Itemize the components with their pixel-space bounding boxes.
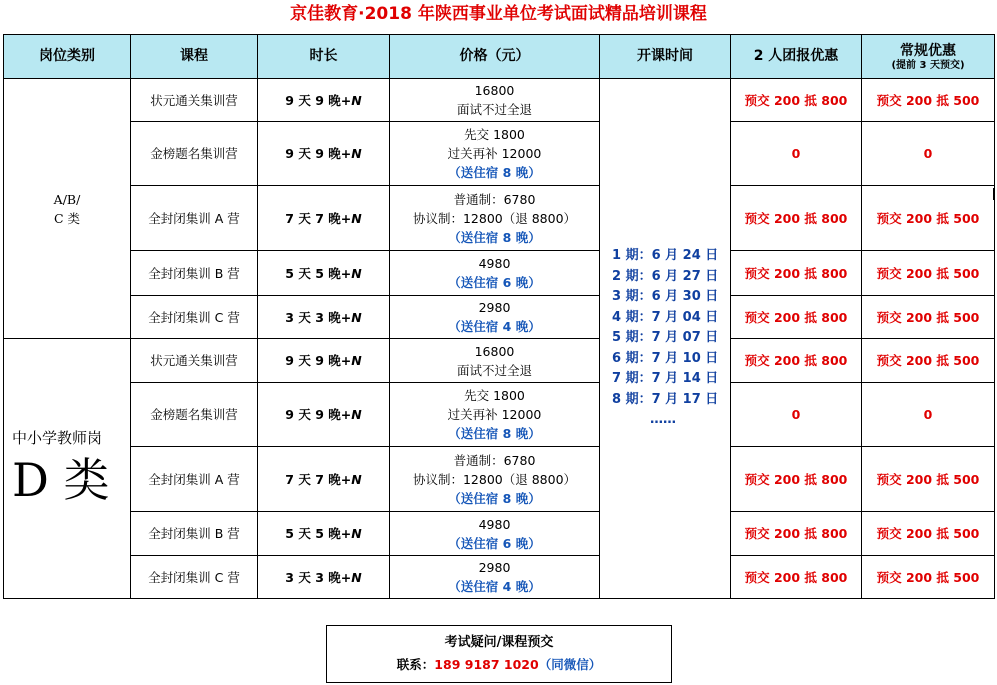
start-date-item: 2 期：6 月 27 日: [612, 268, 719, 284]
duration-cell: [258, 186, 390, 251]
price-cell: [390, 251, 600, 296]
price-bonus: （送住宿 6 晚）: [448, 275, 541, 290]
header-price: 价格（元）: [390, 35, 600, 79]
duration-n: N: [351, 526, 362, 541]
price-bonus: （送住宿 4 晚）: [448, 579, 541, 594]
price-line: 先交 1800: [464, 127, 525, 142]
header-start: 开课时间: [600, 35, 731, 79]
price-cell: [390, 79, 600, 122]
duration-n: N: [351, 210, 362, 226]
category-d-label: 中小学教师岗: [12, 428, 103, 447]
table-row: [4, 447, 995, 512]
price-line: 协议制：12800（退 8800）: [412, 210, 577, 226]
regular-discount-cell: 预交 200 抵 500: [862, 556, 995, 599]
course-cell: 全封闭集训 B 营: [131, 251, 258, 296]
group-discount-cell: 预交 200 抵 800: [731, 556, 862, 599]
price-cell: [390, 447, 600, 512]
price-line: 4980: [478, 516, 511, 532]
duration-cell: [258, 512, 390, 556]
duration-cell: [258, 79, 390, 122]
price-bonus: （送住宿 8 晚）: [448, 165, 541, 180]
table-row: [4, 296, 995, 339]
regular-discount-cell: 0: [862, 383, 995, 447]
duration-n: N: [351, 309, 362, 325]
start-date-item: 1 期：6 月 24 日: [612, 248, 719, 264]
table-row: [4, 556, 995, 599]
duration-text: 9 天 9 晚+: [285, 353, 352, 368]
category-abc-line1: A/B/: [53, 191, 81, 207]
header-duration: 时长: [258, 35, 390, 79]
duration-text: 7 天 7 晚+: [285, 471, 352, 487]
price-cell: [390, 556, 600, 599]
price-cell: [390, 383, 600, 447]
regular-discount-cell: 预交 200 抵 500: [862, 512, 995, 556]
duration-text: 3 天 3 晚+: [285, 309, 352, 325]
price-cell: [390, 186, 600, 251]
price-bonus: （送住宿 8 晚）: [448, 229, 541, 245]
duration-cell: [258, 122, 390, 186]
course-cell: 全封闭集训 C 营: [131, 556, 258, 599]
price-bonus: （送住宿 4 晚）: [448, 319, 541, 334]
course-table: [3, 34, 995, 599]
text-cursor: [993, 188, 995, 200]
price-cell: [390, 512, 600, 556]
duration-cell: [258, 383, 390, 447]
price-bonus: （送住宿 6 晚）: [448, 535, 541, 551]
course-cell: 状元通关集训营: [131, 79, 258, 122]
price-line: 普通制：6780: [453, 191, 536, 207]
price-line: 2980: [478, 300, 511, 315]
category-abc-line2: C 类: [53, 210, 81, 226]
price-cell: [390, 122, 600, 186]
price-line: 先交 1800: [464, 388, 525, 403]
contact-line: [327, 656, 671, 674]
table-row: [4, 122, 995, 186]
table-row: [4, 512, 995, 556]
duration-n: N: [351, 407, 362, 422]
contact-label: 联系：: [396, 657, 435, 672]
regular-discount-cell: 预交 200 抵 500: [862, 79, 995, 122]
group-discount-cell: 预交 200 抵 800: [731, 512, 862, 556]
table-row: [4, 79, 995, 122]
group-discount-cell: 预交 200 抵 800: [731, 447, 862, 512]
category-abc: [4, 79, 131, 339]
regular-discount-cell: 预交 200 抵 500: [862, 447, 995, 512]
duration-cell: [258, 296, 390, 339]
price-line: 普通制：6780: [453, 452, 536, 468]
group-discount-cell: 预交 200 抵 800: [731, 251, 862, 296]
table-row: [4, 251, 995, 296]
table-header-row: [4, 35, 995, 79]
contact-phone[interactable]: 189 9187 1020: [434, 657, 539, 672]
header-regular: [862, 35, 995, 79]
duration-cell: [258, 339, 390, 383]
duration-text: 5 天 5 晚+: [285, 265, 352, 281]
start-date-item: 4 期：7 月 04 日: [612, 309, 719, 325]
duration-text: 9 天 9 晚+: [285, 92, 352, 108]
duration-cell: [258, 251, 390, 296]
course-cell: 全封闭集训 C 营: [131, 296, 258, 339]
duration-n: N: [351, 471, 362, 487]
header-category: 岗位类别: [4, 35, 131, 79]
header-regular-label: 常规优惠: [900, 42, 956, 59]
price-cell: [390, 296, 600, 339]
duration-text: 3 天 3 晚+: [285, 569, 352, 585]
regular-discount-cell: 预交 200 抵 500: [862, 251, 995, 296]
duration-n: N: [351, 146, 362, 161]
start-date-item: 5 期：7 月 07 日: [612, 330, 719, 346]
price-cell: [390, 339, 600, 383]
duration-n: N: [351, 353, 362, 368]
price-line: 过关再补 12000: [447, 407, 542, 422]
regular-discount-cell: 预交 200 抵 500: [862, 296, 995, 339]
header-group: 2 人团报优惠: [731, 35, 862, 79]
category-d: [4, 339, 131, 599]
page-title: 京佳教育·2018 年陕西事业单位考试面试精品培训课程: [290, 4, 707, 24]
start-dates: [600, 79, 731, 599]
table-row: [4, 186, 995, 251]
group-discount-cell: 0: [731, 383, 862, 447]
regular-discount-cell: 0: [862, 122, 995, 186]
duration-text: 5 天 5 晚+: [285, 526, 352, 541]
course-cell: 全封闭集训 A 营: [131, 447, 258, 512]
group-discount-cell: 预交 200 抵 800: [731, 339, 862, 383]
contact-box: [326, 625, 672, 683]
course-cell: 金榜题名集训营: [131, 122, 258, 186]
duration-cell: [258, 447, 390, 512]
group-discount-cell: 预交 200 抵 800: [731, 79, 862, 122]
price-line: 协议制：12800（退 8800）: [412, 471, 577, 487]
contact-wechat: （同微信）: [538, 657, 602, 672]
duration-text: 9 天 9 晚+: [285, 407, 352, 422]
price-line: 面试不过全退: [456, 362, 532, 378]
price-bonus: （送住宿 8 晚）: [448, 490, 541, 506]
duration-n: N: [351, 92, 362, 108]
price-line: 16800: [474, 343, 515, 359]
price-line: 16800: [474, 83, 515, 98]
price-bonus: （送住宿 8 晚）: [448, 426, 541, 441]
price-line: 面试不过全退: [456, 102, 532, 117]
header-course: 课程: [131, 35, 258, 79]
table-row: [4, 383, 995, 447]
start-date-item: ……: [650, 412, 676, 428]
duration-n: N: [351, 265, 362, 281]
course-cell: 金榜题名集训营: [131, 383, 258, 447]
table-row: [4, 339, 995, 383]
regular-discount-cell: 预交 200 抵 500: [862, 186, 995, 251]
header-regular-sub: (提前 3 天预交): [891, 59, 965, 71]
duration-text: 9 天 9 晚+: [285, 146, 352, 161]
start-date-item: 6 期：7 月 10 日: [612, 350, 719, 366]
course-cell: 全封闭集训 A 营: [131, 186, 258, 251]
course-cell: 状元通关集训营: [131, 339, 258, 383]
start-date-item: 7 期：7 月 14 日: [612, 371, 719, 387]
category-d-title: D 类: [12, 452, 110, 507]
duration-cell: [258, 556, 390, 599]
price-line: 过关再补 12000: [447, 146, 542, 161]
start-date-item: 3 期：6 月 30 日: [612, 289, 719, 305]
start-date-item: 8 期：7 月 17 日: [612, 391, 719, 407]
contact-heading: 考试疑问/课程预交: [444, 635, 554, 650]
group-discount-cell: 0: [731, 122, 862, 186]
duration-text: 7 天 7 晚+: [285, 210, 352, 226]
group-discount-cell: 预交 200 抵 800: [731, 186, 862, 251]
group-discount-cell: 预交 200 抵 800: [731, 296, 862, 339]
price-line: 2980: [478, 560, 511, 575]
price-line: 4980: [478, 256, 511, 271]
regular-discount-cell: 预交 200 抵 500: [862, 339, 995, 383]
duration-n: N: [351, 569, 362, 585]
course-cell: 全封闭集训 B 营: [131, 512, 258, 556]
